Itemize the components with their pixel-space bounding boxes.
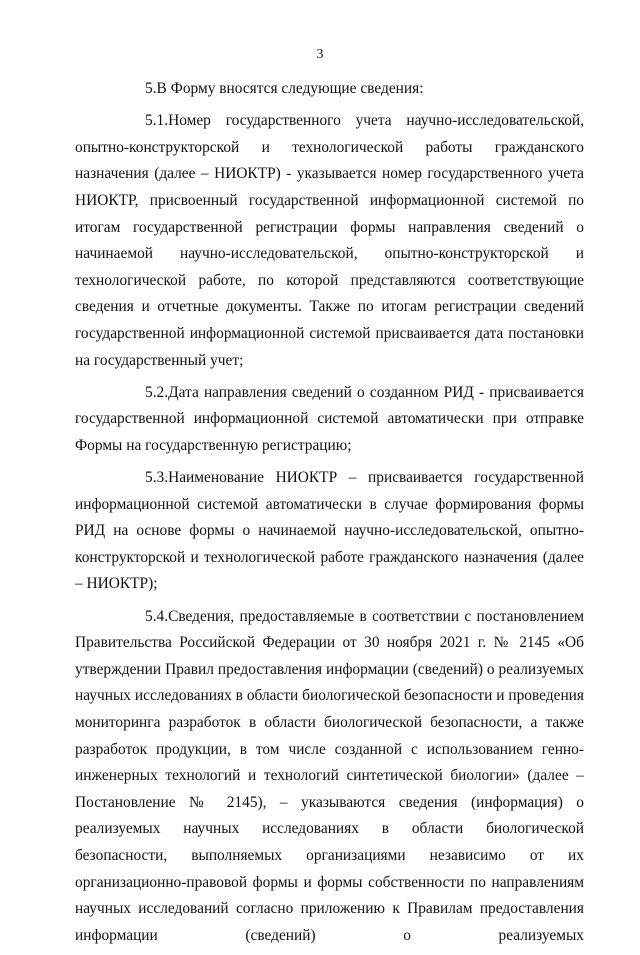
paragraph-text: Номер государственного учета научно-исследовательской, опытно-конструкторской и технологической работы гражданского назначения (далее – НИОКТР) - указывается номер государственного учета НИОКТР, присвоенный государственной информационной системой по итогам государственной регистрации формы направления сведений о начинаемой научно-исследовательской, опытно-конструкторской и технологической работе, по которой представляются соответствующие сведения и отчетные документы. Также по итогам регистрации сведений государственной информационной системой присваивается дата постановки на государственный учет; xyxy=(75,112,584,369)
paragraph-number: 5.4. xyxy=(145,607,169,625)
paragraph-number: 5.1. xyxy=(145,112,169,130)
paragraph-5-2 xyxy=(75,380,584,460)
paragraph-number: 5. xyxy=(145,80,157,97)
paragraph-5-4 xyxy=(75,604,584,950)
paragraph-number: 5.2. xyxy=(145,383,169,401)
paragraph-5 xyxy=(75,76,584,103)
paragraph-number: 5.3. xyxy=(145,469,169,487)
paragraph-5-3 xyxy=(75,465,584,598)
document-body xyxy=(75,76,584,955)
paragraph-text: В Форму вносятся следующие сведения: xyxy=(156,80,424,97)
paragraph-text: Сведения, предоставляемые в соответствии с постановлением Правительства Российской Федерации от 30 ноября 2021 г. № 2145 «Об утверждении Правил предоставления информации (сведений) о реализуемых научных исследованиях в области биологической безопасности и проведения мониторинга разработок в области биологической безопасности, а также разработок продукции, в том числе созданной с использованием генно-инженерных технологий и технологий синтетической биологии» (далее – Постановление № 2145), – указываются сведения (информация) о реализуемых научных исследованиях в области биологической безопасности, выполняемых организациями независимо от их организационно-правовой формы и формы собственности по направлениям научных исследований согласно приложению к Правилам предоставления информации (сведений) о реализуемых xyxy=(75,607,584,944)
paragraph-text: Дата направления сведений о созданном РИД - присваивается государственной информационной системой автоматически при отправке Формы на государственную регистрацию; xyxy=(75,383,584,454)
paragraph-text: Наименование НИОКТР – присваивается государственной информационной системой автоматически в случае формирования формы РИД на основе формы о начинаемой научно-исследовательской, опытно-конструкторской и технологической работе гражданского назначения (далее – НИОКТР); xyxy=(75,469,584,593)
page-number: 3 xyxy=(316,47,324,62)
paragraph-5-1 xyxy=(75,108,584,374)
